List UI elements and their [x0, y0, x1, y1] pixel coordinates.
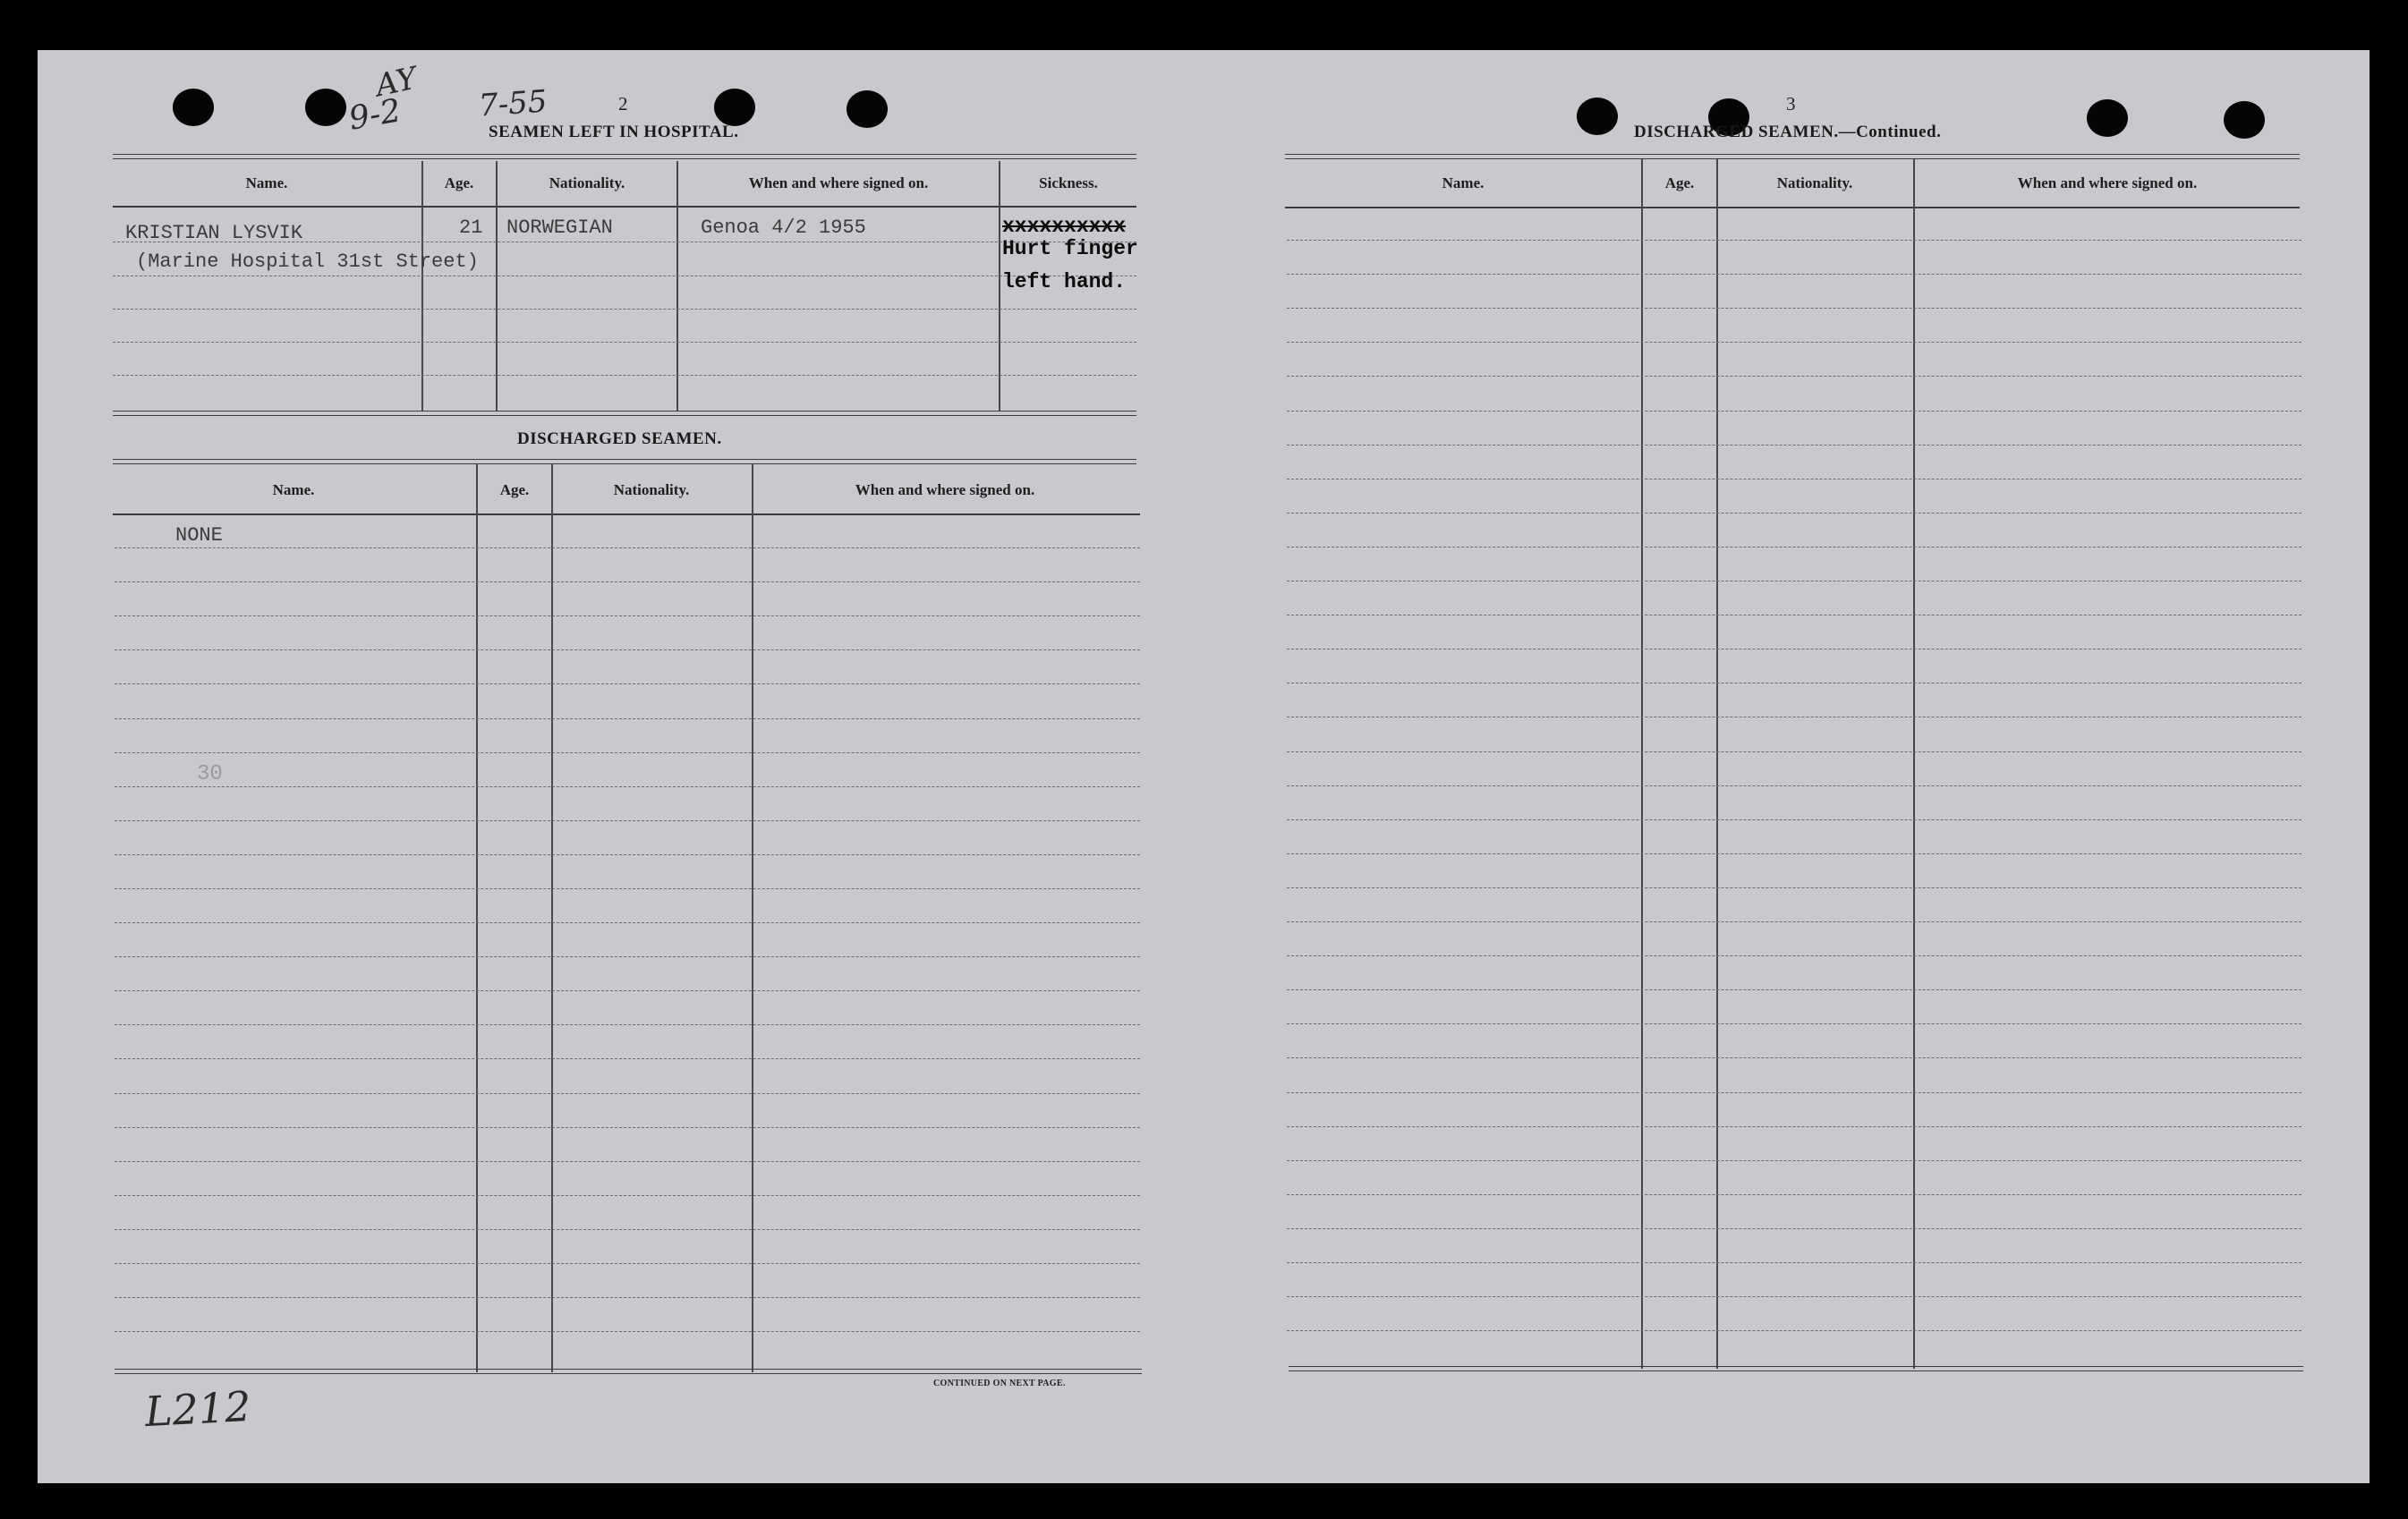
row-line: [1287, 1228, 2302, 1229]
row-line: [113, 342, 1136, 343]
row-line: [1287, 1262, 2302, 1263]
column-header-nationality: Nationality.: [613, 481, 690, 498]
row-line: [1287, 274, 2302, 275]
row-line: [1287, 819, 2302, 820]
column-header-name: Name.: [272, 481, 315, 498]
punch-hole: [2087, 99, 2128, 137]
row-line: [115, 1229, 1140, 1230]
row-line: [1287, 1194, 2302, 1195]
section-title-discharged-continued: DISCHARGED SEAMEN.—Continued.: [1634, 123, 1942, 141]
row-line: [115, 1331, 1140, 1332]
row-line: [1287, 955, 2302, 956]
page-number: 2: [618, 93, 628, 115]
row-line: [115, 649, 1140, 650]
table-rule: [113, 459, 1136, 464]
row-line: [115, 854, 1140, 855]
table-rule: [113, 206, 1136, 208]
row-line: [1287, 921, 2302, 922]
column-header-signed-on: When and where signed on.: [2017, 174, 2198, 191]
row-line: [115, 547, 1140, 548]
seaman-nationality: NORWEGIAN: [506, 216, 613, 239]
handwritten-note: 9-2: [345, 92, 404, 138]
row-line: [115, 1127, 1140, 1128]
row-line: [115, 1161, 1140, 1162]
punch-hole: [2224, 101, 2265, 139]
column-header-sickness: Sickness.: [1039, 174, 1098, 191]
column-divider: [1716, 159, 1718, 1369]
row-line: [1287, 853, 2302, 854]
column-header-signed-on: When and where signed on.: [748, 174, 929, 191]
column-divider: [476, 463, 478, 1372]
section-title-hospital: SEAMEN LEFT IN HOSPITAL.: [489, 123, 739, 141]
column-divider: [752, 463, 753, 1372]
row-line: [115, 1195, 1140, 1196]
column-divider: [676, 161, 678, 411]
row-line: [115, 683, 1140, 684]
row-line: [1287, 1057, 2302, 1058]
row-line: [115, 1058, 1140, 1059]
column-header-signed-on: When and where signed on.: [855, 481, 1035, 498]
punch-hole: [173, 89, 214, 126]
section-title-discharged: DISCHARGED SEAMEN.: [517, 429, 722, 448]
column-header-name: Name.: [1442, 174, 1485, 191]
seaman-age: 21: [459, 216, 483, 239]
row-line: [115, 1024, 1140, 1025]
row-line: [115, 1263, 1140, 1264]
row-line: [115, 786, 1140, 787]
row-line: [1287, 342, 2302, 343]
punch-hole: [1577, 98, 1618, 135]
row-line: [1287, 411, 2302, 412]
punch-hole: [305, 89, 346, 126]
row-line: [113, 309, 1136, 310]
column-header-age: Age.: [444, 174, 474, 191]
punch-hole: [847, 90, 888, 128]
table-rule: [1285, 154, 2300, 159]
column-header-nationality: Nationality.: [1776, 174, 1853, 191]
row-line: [1287, 308, 2302, 309]
seaman-name: KRISTIAN LYSVIK: [125, 222, 303, 244]
row-line: [115, 820, 1140, 821]
table-rule: [1289, 1366, 2303, 1371]
continued-note: CONTINUED ON NEXT PAGE.: [933, 1379, 1066, 1388]
row-line: [115, 581, 1140, 582]
row-line: [1287, 376, 2302, 377]
table-rule: [113, 411, 1136, 416]
handwritten-note: AY: [372, 60, 421, 105]
table-rule: [113, 154, 1136, 159]
sickness-line: left hand.: [1002, 270, 1127, 293]
column-divider: [1641, 159, 1643, 1369]
row-line: [115, 718, 1140, 719]
row-line: [115, 615, 1140, 616]
faint-mark: 30: [197, 762, 223, 786]
row-line: [1287, 1296, 2302, 1297]
row-line: [115, 990, 1140, 991]
row-line: [1287, 1160, 2302, 1161]
table-rule: [115, 1369, 1142, 1374]
column-header-age: Age.: [1664, 174, 1695, 191]
page-number: 3: [1786, 93, 1796, 115]
seaman-name-note: (Marine Hospital 31st Street): [136, 250, 479, 273]
row-line: [1287, 1023, 2302, 1024]
handwritten-note: 7-55: [477, 83, 549, 124]
seaman-signed-on: Genoa 4/2 1955: [701, 216, 866, 239]
row-line: [113, 375, 1136, 376]
row-line: [115, 1093, 1140, 1094]
row-line: [115, 922, 1140, 923]
discharged-entry: NONE: [175, 524, 223, 547]
table-rule: [113, 513, 1140, 515]
sickness-line: Hurt finger: [1002, 237, 1138, 260]
row-line: [1287, 785, 2302, 786]
column-header-name: Name.: [245, 174, 288, 191]
column-divider: [999, 161, 1000, 411]
row-line: [1287, 1126, 2302, 1127]
column-header-nationality: Nationality.: [549, 174, 625, 191]
row-line: [1287, 1092, 2302, 1093]
handwritten-note: L212: [143, 1381, 252, 1437]
row-line: [1287, 445, 2302, 446]
row-line: [115, 956, 1140, 957]
row-line: [1287, 240, 2302, 241]
row-line: [1287, 887, 2302, 888]
column-divider: [496, 161, 498, 411]
row-line: [1287, 751, 2302, 752]
row-line: [115, 888, 1140, 889]
table-rule: [1285, 207, 2300, 208]
row-line: [1287, 1330, 2302, 1331]
column-divider: [421, 161, 423, 411]
row-line: [1287, 989, 2302, 990]
row-line: [115, 752, 1140, 753]
sickness-struck-out: xxxxxxxxxx: [1002, 215, 1127, 238]
column-divider: [1913, 159, 1915, 1369]
punch-hole: [714, 89, 755, 126]
column-divider: [551, 463, 553, 1372]
column-header-age: Age.: [499, 481, 530, 498]
row-line: [115, 1297, 1140, 1298]
